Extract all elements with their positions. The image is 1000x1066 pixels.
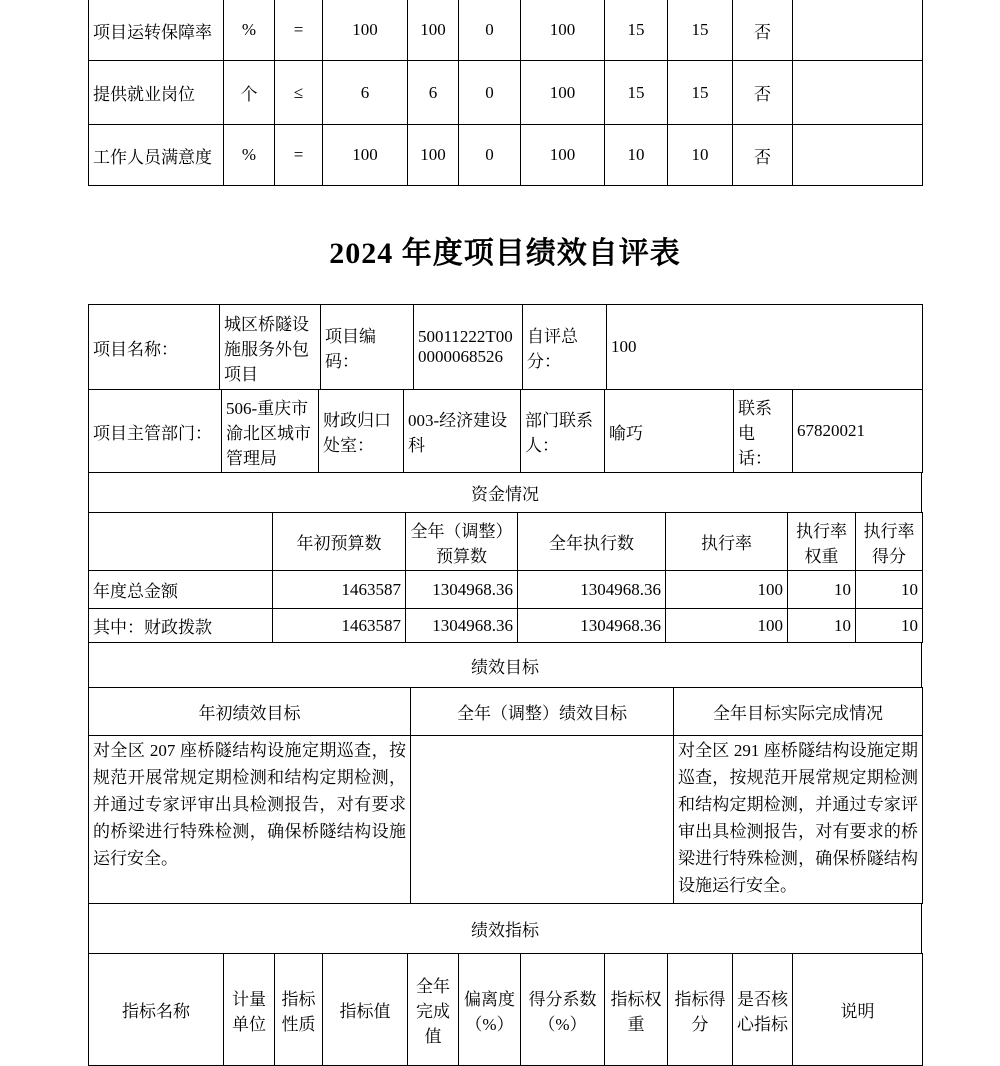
funds-value: 1463587 [273, 609, 406, 643]
table-row [89, 305, 923, 390]
funds-header-initial-budget: 年初预算数 [273, 513, 406, 571]
page-title: 2024 年度项目绩效自评表 [329, 237, 681, 270]
funds-header-exec-score: 执行率得分 [856, 513, 923, 571]
note-cell [793, 0, 923, 61]
header-deviation: 偏离度（%） [459, 954, 521, 1066]
funds-value: 1304968.36 [518, 609, 666, 643]
funds-section [88, 472, 922, 513]
indicator-name: 项目运转保障率 [89, 0, 224, 61]
table-row [89, 688, 923, 736]
target-value-cell: 100 [323, 125, 408, 186]
funds-value: 1304968.36 [406, 571, 518, 609]
funds-row-label: 其中：财政拨款 [89, 609, 273, 643]
header-unit: 计量单位 [224, 954, 275, 1066]
nature-cell: ≤ [275, 61, 323, 125]
funds-value: 100 [666, 609, 788, 643]
header-completion-value: 全年完成值 [408, 954, 459, 1066]
value-competent-dept: 506-重庆市渝北区城市管理局 [222, 390, 319, 473]
table-row [89, 125, 923, 186]
completion-value-cell: 100 [408, 125, 459, 186]
unit-cell: 个 [224, 61, 275, 125]
funds-value: 1304968.36 [518, 571, 666, 609]
core-flag-cell: 否 [733, 125, 793, 186]
header-score-coeff: 得分系数（%） [521, 954, 605, 1066]
header-nature: 指标性质 [275, 954, 323, 1066]
funds-header-exec-rate: 执行率 [666, 513, 788, 571]
weight-cell: 15 [605, 0, 668, 61]
funds-value: 10 [788, 609, 856, 643]
label-self-score: 自评总分： [523, 305, 607, 390]
label-contact-phone: 联系电话： [734, 390, 793, 473]
score-cell: 15 [668, 61, 733, 125]
table-row [89, 736, 923, 904]
nature-cell: = [275, 0, 323, 61]
header-core-flag: 是否核心指标 [733, 954, 793, 1066]
score-cell: 10 [668, 125, 733, 186]
score-coeff-cell: 100 [521, 61, 605, 125]
target-value-cell: 6 [323, 61, 408, 125]
score-coeff-cell: 100 [521, 125, 605, 186]
table-row [89, 61, 923, 125]
value-self-score: 100 [607, 305, 923, 390]
core-flag-cell: 否 [733, 0, 793, 61]
page [88, 0, 922, 1066]
funds-value: 100 [666, 571, 788, 609]
weight-cell: 10 [605, 125, 668, 186]
goals-header-actual: 全年目标实际完成情况 [674, 688, 923, 736]
goals-table [88, 687, 923, 904]
funds-value: 1304968.36 [406, 609, 518, 643]
header-target-value: 指标值 [323, 954, 408, 1066]
table-row [89, 473, 922, 513]
note-cell [793, 61, 923, 125]
goals-adjusted-text [411, 736, 674, 904]
completion-value-cell: 6 [408, 61, 459, 125]
funds-row-label: 年度总金额 [89, 571, 273, 609]
value-finance-office: 003-经济建设科 [404, 390, 521, 473]
funds-value: 10 [856, 571, 923, 609]
deviation-cell: 0 [459, 61, 521, 125]
funds-header-exec-weight: 执行率权重 [788, 513, 856, 571]
label-project-name: 项目名称： [89, 305, 220, 390]
score-coeff-cell: 100 [521, 0, 605, 61]
goals-initial-text: 对全区 207 座桥隧结构设施定期巡查，按规范开展常规定期检测和结构定期检测，并通过专家评审出具检测报告，对有要求的桥梁进行特殊检测，确保桥隧结构设施运行安全。 [89, 736, 411, 904]
value-contact-phone: 67820021 [793, 390, 923, 473]
indicator-values-table [88, 0, 923, 186]
table-row [89, 0, 923, 61]
section-title-indicators: 绩效指标 [89, 904, 922, 954]
goals-section [88, 642, 922, 688]
goals-header-adjusted: 全年（调整）绩效目标 [411, 688, 674, 736]
table-row [89, 609, 923, 643]
funds-value: 1463587 [273, 571, 406, 609]
funds-table [88, 512, 923, 643]
deviation-cell: 0 [459, 0, 521, 61]
header-weight: 指标权重 [605, 954, 668, 1066]
project-info-table [88, 304, 923, 390]
deviation-cell: 0 [459, 125, 521, 186]
indicator-header-table [88, 953, 923, 1066]
value-project-code: 50011222T000000068526 [414, 305, 523, 390]
funds-header-executed: 全年执行数 [518, 513, 666, 571]
value-contact-person: 喻巧 [605, 390, 734, 473]
nature-cell: = [275, 125, 323, 186]
completion-value-cell: 100 [408, 0, 459, 61]
table-row [89, 904, 922, 954]
section-title-funds: 资金情况 [89, 473, 922, 513]
goals-header-initial: 年初绩效目标 [89, 688, 411, 736]
score-cell: 15 [668, 0, 733, 61]
indicators-section [88, 903, 922, 954]
label-project-code: 项目编码： [321, 305, 414, 390]
funds-header-blank [89, 513, 273, 571]
table-row [89, 390, 923, 473]
header-indicator-name: 指标名称 [89, 954, 224, 1066]
header-score: 指标得分 [668, 954, 733, 1066]
funds-header-adjusted-budget: 全年（调整）预算数 [406, 513, 518, 571]
value-project-name: 城区桥隧设施服务外包项目 [220, 305, 321, 390]
goals-actual-text: 对全区 291 座桥隧结构设施定期巡查，按规范开展常规定期检测和结构定期检测，并通过专家评审出具检测报告，对有要求的桥梁进行特殊检测，确保桥隧结构设施运行安全。 [674, 736, 923, 904]
table-row [89, 643, 922, 688]
table-row [89, 954, 923, 1066]
section-title-goals: 绩效目标 [89, 643, 922, 688]
table-row [89, 571, 923, 609]
label-finance-office: 财政归口处室： [319, 390, 404, 473]
unit-cell: % [224, 0, 275, 61]
indicator-name: 工作人员满意度 [89, 125, 224, 186]
indicator-name: 提供就业岗位 [89, 61, 224, 125]
project-info-table [88, 389, 923, 473]
label-competent-dept: 项目主管部门： [89, 390, 222, 473]
header-note: 说明 [793, 954, 923, 1066]
funds-value: 10 [788, 571, 856, 609]
note-cell [793, 125, 923, 186]
funds-value: 10 [856, 609, 923, 643]
table-row [89, 513, 923, 571]
label-contact-person: 部门联系人： [521, 390, 605, 473]
weight-cell: 15 [605, 61, 668, 125]
unit-cell: % [224, 125, 275, 186]
core-flag-cell: 否 [733, 61, 793, 125]
target-value-cell: 100 [323, 0, 408, 61]
